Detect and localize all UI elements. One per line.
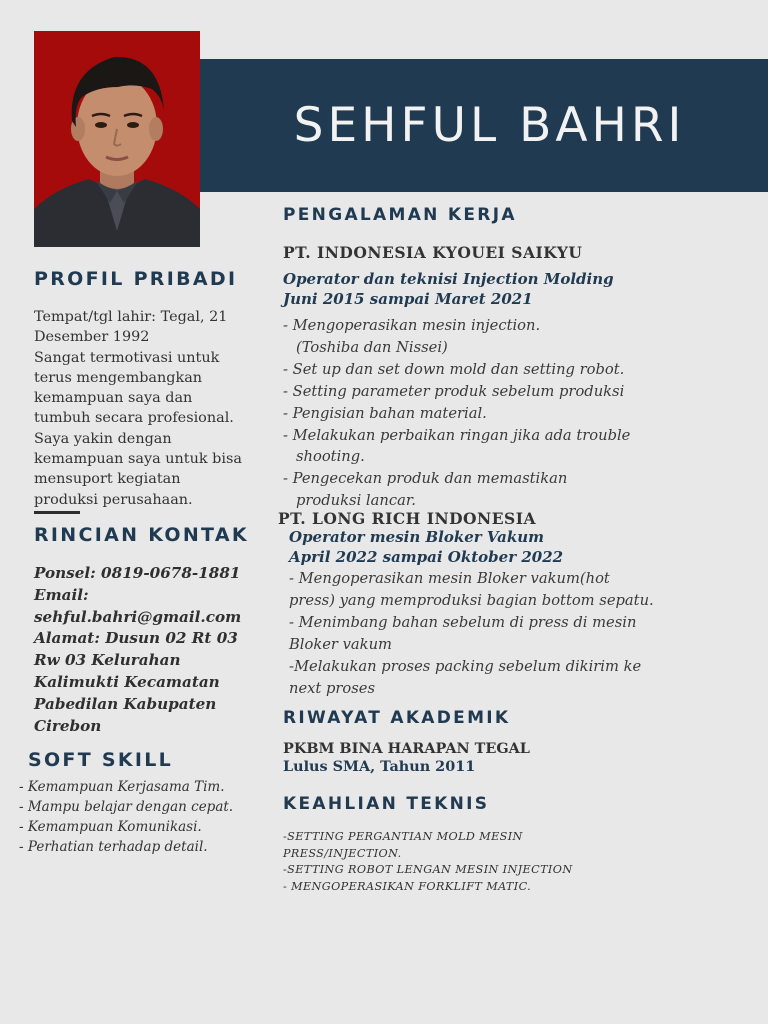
profile-line: mensuport kegiatan xyxy=(34,471,181,488)
school-name: PKBM BINA HARAPAN TEGAL xyxy=(283,740,530,757)
profile-line: Saya yakin dengan xyxy=(34,430,172,447)
list-item: PRESS/INJECTION. xyxy=(283,846,402,860)
profile-line: tumbuh secara profesional. xyxy=(34,410,234,427)
task-item: - Setting parameter produk sebelum produksi xyxy=(283,382,625,400)
task-item: - Set up dan set down mold dan setting robot. xyxy=(283,360,625,378)
job-period: Juni 2015 sampai Maret 2021 xyxy=(283,290,533,308)
profile-heading: PROFIL PRIBADI xyxy=(34,268,238,290)
profile-description xyxy=(34,307,254,510)
task-item: shooting. xyxy=(296,448,365,466)
job-company: PT. INDONESIA KYOUEI SAIKYU xyxy=(283,243,583,262)
task-item: - Mengoperasikan mesin injection. xyxy=(283,317,541,334)
phone-text: Ponsel: 0819-0678-1881 xyxy=(34,564,241,582)
task-item: (Toshiba dan Nissei) xyxy=(296,338,448,356)
graduation-info: Lulus SMA, Tahun 2011 xyxy=(283,758,476,775)
name-title: SEHFUL BAHRI xyxy=(293,98,686,153)
address-line: Kalimukti Kecamatan xyxy=(34,672,220,691)
job-tasks xyxy=(289,568,654,699)
address-line: Alamat: Dusun 02 Rt 03 xyxy=(34,629,238,648)
job-role: Operator mesin Bloker Vakum xyxy=(289,528,545,546)
profile-line: Tempat/tgl lahir: Tegal, 21 xyxy=(34,309,228,325)
soft-skill-list xyxy=(19,777,233,857)
technical-skills-heading: KEAHLIAN TEKNIS xyxy=(283,794,490,814)
profile-line: kemampuan saya dan xyxy=(34,390,193,407)
profile-photo xyxy=(34,31,200,247)
experience-heading: PENGALAMAN KERJA xyxy=(283,205,517,225)
education-heading: RIWAYAT AKADEMIK xyxy=(283,708,511,728)
job-tasks xyxy=(283,315,630,512)
task-item: -Melakukan proses packing sebelum dikirim ke xyxy=(289,657,642,675)
list-item: - Kemampuan Kerjasama Tim. xyxy=(19,779,225,795)
task-item: - Menimbang bahan sebelum di press di mesin xyxy=(289,613,637,631)
task-item: next proses xyxy=(289,679,376,697)
job-role: Operator dan teknisi Injection Molding xyxy=(283,270,614,288)
soft-skill-heading: SOFT SKILL xyxy=(28,749,174,771)
technical-skills-list xyxy=(283,829,573,896)
list-item: - Perhatian terhadap detail. xyxy=(19,839,208,855)
email-label: Email: xyxy=(34,585,89,604)
list-item: -SETTING ROBOT LENGAN MESIN INJECTION xyxy=(283,863,573,877)
profile-line: produksi perusahaan. xyxy=(34,491,193,508)
address-line: Pabedilan Kabupaten xyxy=(34,694,217,713)
section-divider xyxy=(34,511,80,514)
email-link[interactable]: sehful.bahri@gmail.com xyxy=(34,607,242,626)
list-item: - MENGOPERASIKAN FORKLIFT MATIC. xyxy=(283,880,532,894)
address-line: Cirebon xyxy=(34,716,102,735)
profile-line: terus mengembangkan xyxy=(34,369,203,386)
job-role-block xyxy=(289,527,563,567)
list-item: - Mampu belajar dengan cepat. xyxy=(19,799,234,815)
contact-heading: RINCIAN KONTAK xyxy=(34,524,249,546)
task-item: - Pengecekan produk dan memastikan xyxy=(283,470,568,488)
profile-line: Desember 1992 xyxy=(34,329,150,346)
task-item: produksi lancar. xyxy=(296,492,416,510)
person-portrait-image xyxy=(34,31,200,247)
job-company: PT. LONG RICH INDONESIA xyxy=(278,509,537,528)
task-item: - Melakukan perbaikan ringan jika ada trouble xyxy=(283,426,631,444)
task-item: - Pengisian bahan material. xyxy=(283,404,487,422)
task-item: - Mengoperasikan mesin Bloker vakum(hot xyxy=(289,570,610,587)
profile-line: kemampuan saya untuk bisa xyxy=(34,451,242,468)
list-item: - Kemampuan Komunikasi. xyxy=(19,819,202,835)
contact-details xyxy=(34,563,259,737)
task-item: Bloker vakum xyxy=(289,635,392,653)
task-item: press) yang memproduksi bagian bottom sepatu. xyxy=(289,591,654,609)
job-period: April 2022 sampai Oktober 2022 xyxy=(289,548,564,566)
job-role-block xyxy=(283,269,614,309)
profile-line: Sangat termotivasi untuk xyxy=(34,349,220,366)
address-line: Rw 03 Kelurahan xyxy=(34,651,181,670)
list-item: -SETTING PERGANTIAN MOLD MESIN xyxy=(283,830,523,843)
